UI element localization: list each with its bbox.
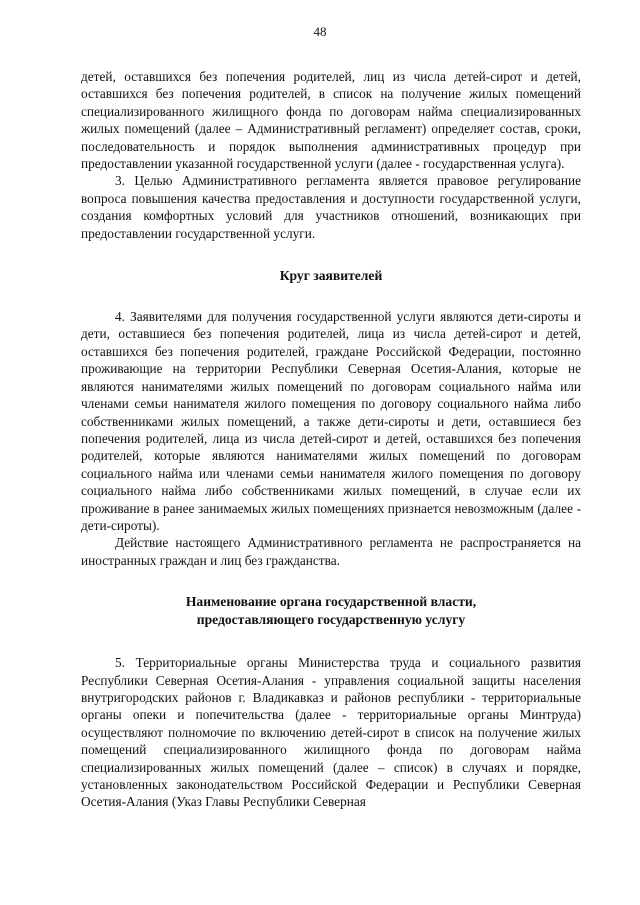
paragraph-4: 4. Заявителями для получения государственной услуги являются дети-сироты и дети, оставшиеся без попечения родителей, лица из числа детей-сирот и детей, оставшихся без попечения родителей, граждане Российской Федерации, постоянно проживающие на территории Республики Северная Осетия-Алания, которые не являются нанимателями жилых помещений по договорам социального найма или членами семьи нанимателя жилого помещения по договору социального найма либо собственниками жилых помещений, а также дети-сироты и дети, оставшиеся без попечения родителей, лица из числа детей-сирот и детей, оставшихся без попечения родителей, которые являются нанимателями жилых помещений по договорам социального найма или членами семьи нанимателя жилого помещения по договору социального найма либо собственниками жилых помещений, в случае если их проживание в ранее занимаемых жилых помещениях признается невозможным (далее - дети-сироты). <box>81 309 581 533</box>
section-heading-authority-line-1: Наименование органа государственной власти, <box>185 594 477 610</box>
section-heading-authority-line-2: предоставляющего государственную услугу <box>196 612 466 628</box>
document-body <box>81 68 581 811</box>
paragraph-intro-continuation: детей, оставшихся без попечения родителей, лиц из числа детей-сирот и детей, оставшихся без попечения родителей, в список на получение жилых помещений специализированного жилищного фонда по договорам найма специализированных жилых помещений (далее – Административный регламент) определяет состав, сроки, последовательность и порядок выполнения административных процедур при предоставлении указанной государственной услуги (далее - государственная услуга). <box>81 69 581 172</box>
paragraph-5: 5. Территориальные органы Министерства труда и социального развития Республики Северная Осетия-Алания - управления социальной защиты населения внутригородских районов г. Владикавказ и районов республики - территориальные органы опеки и попечительства (далее - территориальные органы Минтруда) осуществляют полномочие по включению детей-сирот в список на получение жилых помещений специализированного жилищного фонда по договорам найма специализированных жилых помещений (далее – список) в случаях и порядке, установленных законодательством Российской Федерации и Республики Северная Осетия-Алания (Указ Главы Республики Северная <box>81 655 581 810</box>
paragraph-3: 3. Целью Административного регламента является правовое регулирование вопроса повышения качества предоставления и доступности государственной услуги, создания комфортных условий для участников отношений, возникающих при предоставлении государственной услуги. <box>81 173 581 241</box>
section-heading-applicants: Круг заявителей <box>279 268 383 284</box>
section-heading-authority <box>81 593 581 629</box>
page-number: 48 <box>313 24 327 39</box>
paragraph-4-note: Действие настоящего Административного регламента не распространяется на иностранных граждан и лиц без гражданства. <box>81 535 581 568</box>
